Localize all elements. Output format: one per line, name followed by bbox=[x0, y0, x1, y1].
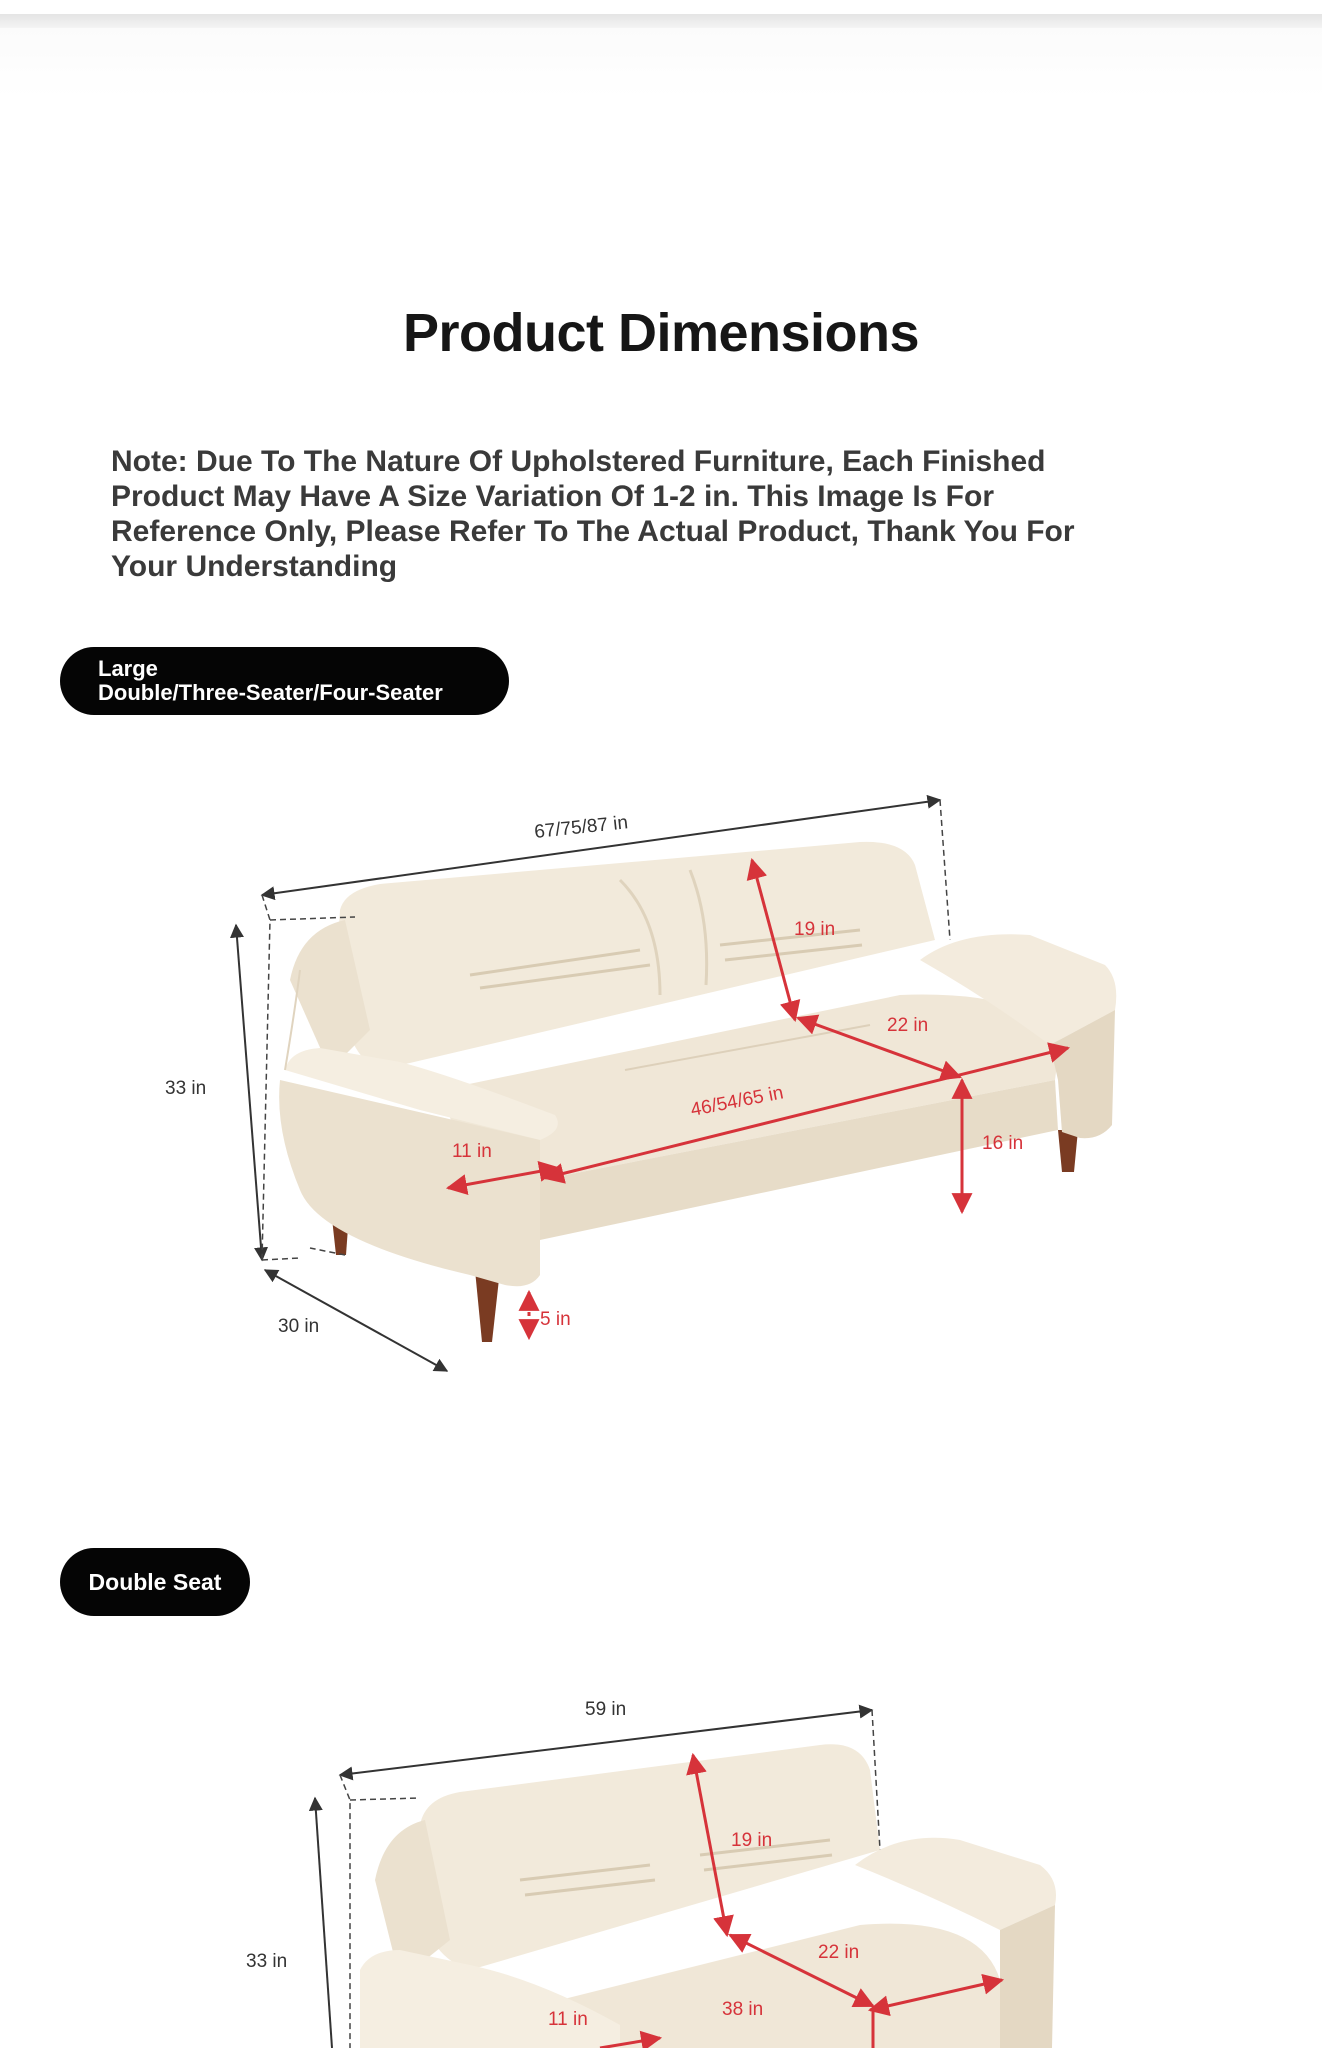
arm-width-label: 11 in bbox=[452, 1141, 492, 1162]
seat-depth-label: 22 in bbox=[887, 1015, 929, 1036]
size-variation-note: Note: Due To The Nature Of Upholstered Furniture, Each Finished Product May Have A Size Variation Of 1-2 in. This Image Is For Reference Only, Please Refer To The Actual Product, Thank You For Your Understanding bbox=[111, 445, 1075, 583]
top-shade bbox=[0, 28, 1322, 98]
section-label-line2: Double/Three-Seater/Four-Seater bbox=[98, 680, 443, 705]
sofa-image-double bbox=[360, 1744, 1056, 2048]
top-bar bbox=[0, 14, 1322, 28]
section-label-double-seat: Double Seat bbox=[60, 1548, 250, 1616]
double-length-label: 59 in bbox=[585, 1699, 627, 1720]
section-label-large bbox=[60, 647, 509, 715]
section-label-line1: Large bbox=[98, 656, 158, 681]
depth-label: 30 in bbox=[278, 1316, 320, 1337]
seat-width-label: 46/54/65 in bbox=[688, 1082, 786, 1121]
double-seat-depth-label: 22 in bbox=[818, 1942, 860, 1963]
double-arm-width-label: 11 in bbox=[548, 2009, 588, 2030]
leg-height-label: 5 in bbox=[540, 1309, 571, 1330]
sofa-dimension-diagram-double bbox=[0, 1680, 1322, 2048]
height-label: 33 in bbox=[165, 1078, 207, 1099]
double-seat-width-label: 38 in bbox=[722, 1999, 764, 2020]
double-height-label: 33 in bbox=[246, 1951, 288, 1972]
length-label: 67/75/87 in bbox=[533, 812, 630, 843]
seat-height-label: 16 in bbox=[982, 1133, 1024, 1154]
double-back-height-label: 19 in bbox=[731, 1830, 773, 1851]
sofa-image bbox=[279, 842, 1116, 1342]
page-title: Product Dimensions bbox=[402, 303, 920, 363]
sofa-dimension-diagram-large bbox=[0, 770, 1322, 1390]
back-height-label: 19 in bbox=[794, 919, 836, 940]
